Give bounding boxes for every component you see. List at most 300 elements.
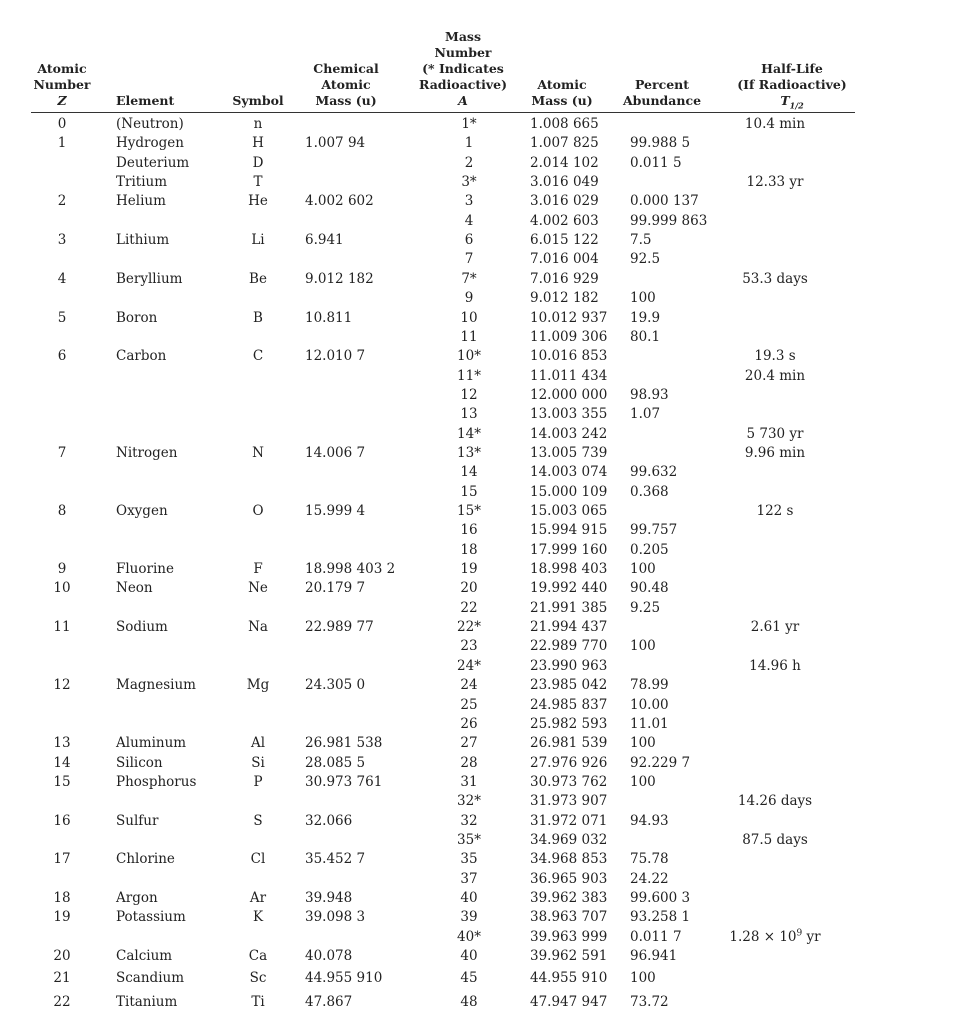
atomic-mass-cell: 38.963 707 bbox=[530, 909, 608, 926]
atomic-mass-cell: 21.994 437 bbox=[530, 619, 608, 636]
table-row bbox=[0, 734, 977, 753]
mass-number-cell: 45 bbox=[460, 970, 478, 987]
symbol-cell: Na bbox=[248, 619, 268, 636]
atomic-mass-cell: 23.990 963 bbox=[530, 657, 608, 674]
mass-number-cell: 24 bbox=[460, 677, 478, 694]
atomic-mass-cell: 9.012 182 bbox=[530, 290, 599, 307]
atomic-number-cell: 7 bbox=[57, 444, 67, 461]
atomic-number-cell: 9 bbox=[57, 561, 67, 578]
half-life-cell: 20.4 min bbox=[744, 367, 806, 384]
atomic-number-cell: 12 bbox=[53, 677, 71, 694]
element-cell: Magnesium bbox=[116, 677, 196, 694]
abundance-cell: 11.01 bbox=[630, 715, 669, 732]
abundance-cell: 100 bbox=[630, 290, 656, 307]
half-life-symbol-sub: 1/2 bbox=[789, 100, 804, 111]
atomic-number-cell: 21 bbox=[53, 970, 71, 987]
chemical-mass-cell: 26.981 538 bbox=[305, 735, 383, 752]
chemical-mass-cell: 35.452 7 bbox=[305, 851, 366, 868]
abundance-cell: 100 bbox=[630, 970, 656, 987]
atomic-mass-cell: 4.002 603 bbox=[530, 212, 599, 229]
abundance-cell: 10.00 bbox=[630, 696, 669, 713]
atomic-number-cell: 1 bbox=[57, 135, 67, 152]
chemical-mass-cell: 30.973 761 bbox=[305, 773, 383, 790]
mass-number-cell: 9 bbox=[464, 290, 474, 307]
mass-number-cell: 6 bbox=[464, 232, 474, 249]
half-life-cell: 9.96 min bbox=[744, 444, 806, 461]
header-half-life-line1: Half-Life bbox=[761, 61, 823, 76]
abundance-cell: 24.22 bbox=[630, 870, 669, 887]
mass-number-cell: 3* bbox=[461, 174, 477, 191]
abundance-cell: 73.72 bbox=[630, 993, 669, 1010]
mass-number-cell: 20 bbox=[460, 580, 478, 597]
atomic-mass-cell: 18.998 403 bbox=[530, 561, 608, 578]
header-rule bbox=[31, 112, 855, 113]
atomic-mass-cell: 27.976 926 bbox=[530, 754, 608, 771]
table-row bbox=[0, 134, 977, 153]
chemical-mass-cell: 39.098 3 bbox=[305, 909, 366, 926]
chemical-mass-cell: 1.007 94 bbox=[305, 135, 366, 152]
atomic-mass-cell: 47.947 947 bbox=[530, 993, 608, 1010]
mass-number-cell: 11* bbox=[457, 367, 481, 384]
chemical-mass-cell: 44.955 910 bbox=[305, 970, 383, 987]
table-row bbox=[0, 715, 977, 734]
mass-number-cell: 14* bbox=[457, 425, 481, 442]
element-cell: Hydrogen bbox=[116, 135, 184, 152]
element-cell: Tritium bbox=[116, 174, 168, 191]
mass-number-cell: 7* bbox=[461, 270, 477, 287]
atomic-mass-cell: 36.965 903 bbox=[530, 870, 608, 887]
chemical-mass-cell: 24.305 0 bbox=[305, 677, 366, 694]
atomic-number-cell: 2 bbox=[57, 193, 67, 210]
symbol-cell: Cl bbox=[250, 851, 266, 868]
abundance-cell: 75.78 bbox=[630, 851, 669, 868]
abundance-cell: 100 bbox=[630, 773, 656, 790]
element-cell: Boron bbox=[116, 309, 158, 326]
table-row bbox=[0, 405, 977, 424]
header-chem-line1: Chemical bbox=[313, 61, 379, 76]
mass-number-cell: 16 bbox=[460, 522, 478, 539]
header-element-label: Element bbox=[116, 93, 175, 108]
element-cell: (Neutron) bbox=[116, 116, 184, 132]
mass-number-cell: 32* bbox=[457, 793, 481, 810]
table-row bbox=[0, 192, 977, 211]
abundance-cell: 1.07 bbox=[630, 406, 661, 423]
mass-number-cell: 32 bbox=[460, 812, 478, 829]
symbol-cell: K bbox=[252, 909, 264, 926]
table-row bbox=[0, 231, 977, 250]
element-cell: Potassium bbox=[116, 909, 186, 926]
table-row bbox=[0, 889, 977, 908]
table-row bbox=[0, 212, 977, 231]
symbol-cell: Ne bbox=[248, 580, 268, 597]
chemical-mass-cell: 20.179 7 bbox=[305, 580, 366, 597]
symbol-cell: D bbox=[252, 154, 264, 171]
element-cell: Scandium bbox=[116, 970, 185, 987]
atomic-number-cell: 16 bbox=[53, 812, 71, 829]
mass-number-cell: 31 bbox=[460, 773, 478, 790]
abundance-cell: 78.99 bbox=[630, 677, 669, 694]
atomic-mass-cell: 15.000 109 bbox=[530, 483, 608, 500]
atomic-mass-cell: 21.991 385 bbox=[530, 599, 608, 616]
mass-number-cell: 22 bbox=[460, 599, 478, 616]
abundance-cell: 0.368 bbox=[630, 483, 669, 500]
table-row bbox=[0, 792, 977, 811]
header-mass-line1: Mass bbox=[444, 29, 481, 44]
abundance-cell: 100 bbox=[630, 735, 656, 752]
mass-number-cell: 15 bbox=[460, 483, 478, 500]
abundance-cell: 90.48 bbox=[630, 580, 669, 597]
header-atomic-number-symbol: Z bbox=[57, 93, 67, 108]
element-cell: Silicon bbox=[116, 754, 163, 771]
mass-number-cell: 39 bbox=[460, 909, 478, 926]
atomic-mass-cell: 1.008 665 bbox=[530, 116, 599, 132]
atomic-mass-cell: 13.005 739 bbox=[530, 444, 608, 461]
element-cell: Nitrogen bbox=[116, 444, 178, 461]
element-cell: Aluminum bbox=[116, 735, 187, 752]
table-row bbox=[0, 541, 977, 560]
atomic-mass-cell: 7.016 929 bbox=[530, 270, 599, 287]
header-element bbox=[116, 93, 174, 109]
symbol-cell: T bbox=[253, 174, 263, 191]
mass-number-cell: 22* bbox=[457, 619, 481, 636]
element-cell: Oxygen bbox=[116, 503, 168, 519]
mass-number-cell: 1* bbox=[461, 116, 477, 132]
table-row bbox=[0, 657, 977, 676]
table-row bbox=[0, 969, 977, 988]
chemical-mass-cell: 18.998 403 2 bbox=[305, 561, 396, 578]
mass-number-cell: 26 bbox=[460, 715, 478, 732]
symbol-cell: He bbox=[248, 193, 268, 210]
table-row bbox=[0, 115, 977, 134]
atomic-mass-cell: 31.973 907 bbox=[530, 793, 608, 810]
atomic-mass-cell: 3.016 049 bbox=[530, 174, 599, 191]
table-row bbox=[0, 444, 977, 463]
symbol-cell: Sc bbox=[249, 970, 267, 987]
mass-number-cell: 27 bbox=[460, 735, 478, 752]
mass-number-cell: 15* bbox=[457, 503, 481, 519]
header-percent-abundance bbox=[615, 77, 709, 109]
atomic-number-cell: 17 bbox=[53, 851, 71, 868]
table-row bbox=[0, 483, 977, 502]
header-mass-line3: (* Indicates bbox=[422, 61, 504, 76]
symbol-cell: Al bbox=[250, 735, 266, 752]
atomic-number-cell: 19 bbox=[53, 909, 71, 926]
chemical-mass-cell: 14.006 7 bbox=[305, 444, 366, 461]
table-row bbox=[0, 831, 977, 850]
abundance-cell: 99.757 bbox=[630, 522, 678, 539]
atomic-number-cell: 10 bbox=[53, 580, 71, 597]
abundance-cell: 0.205 bbox=[630, 541, 669, 558]
table-row bbox=[0, 870, 977, 889]
symbol-cell: Mg bbox=[246, 677, 270, 694]
atomic-mass-cell: 24.985 837 bbox=[530, 696, 608, 713]
abundance-cell: 19.9 bbox=[630, 309, 661, 326]
table-row bbox=[0, 386, 977, 405]
symbol-cell: Ca bbox=[248, 948, 268, 965]
chemical-mass-cell: 28.085 5 bbox=[305, 754, 366, 771]
table-row bbox=[0, 328, 977, 347]
mass-number-cell: 40 bbox=[460, 948, 478, 965]
atomic-mass-cell: 39.963 999 bbox=[530, 928, 608, 945]
symbol-cell: Si bbox=[251, 754, 265, 771]
symbol-cell: O bbox=[252, 503, 264, 519]
abundance-cell: 93.258 1 bbox=[630, 909, 691, 926]
element-cell: Sulfur bbox=[116, 812, 159, 829]
abundance-cell: 0.011 5 bbox=[630, 154, 682, 171]
chemical-mass-cell: 15.999 4 bbox=[305, 503, 366, 519]
atomic-mass-cell: 31.972 071 bbox=[530, 812, 608, 829]
atomic-mass-cell: 23.985 042 bbox=[530, 677, 608, 694]
symbol-cell: N bbox=[252, 444, 264, 461]
atomic-number-cell: 13 bbox=[53, 735, 71, 752]
header-chem-line2: Atomic bbox=[321, 77, 371, 92]
atomic-mass-cell: 39.962 383 bbox=[530, 890, 608, 906]
abundance-cell: 0.011 7 bbox=[630, 928, 682, 945]
header-atomic-mass-line2: Mass (u) bbox=[531, 93, 593, 108]
table-row bbox=[0, 347, 977, 366]
table-row bbox=[0, 579, 977, 598]
abundance-cell: 100 bbox=[630, 561, 656, 578]
table-row bbox=[0, 250, 977, 269]
mass-number-cell: 28 bbox=[460, 754, 478, 771]
atomic-mass-cell: 44.955 910 bbox=[530, 970, 608, 987]
half-life-cell: $1.28 \times 10^9$ yr bbox=[729, 928, 821, 945]
atomic-number-cell: 4 bbox=[57, 270, 67, 287]
symbol-cell: S bbox=[253, 812, 263, 829]
abundance-cell: 80.1 bbox=[630, 328, 661, 345]
header-chem-line3: Mass (u) bbox=[315, 93, 377, 108]
mass-number-cell: 14 bbox=[460, 464, 478, 481]
atomic-number-cell: 15 bbox=[53, 773, 71, 790]
header-atomic-number-line1: Atomic bbox=[37, 61, 87, 76]
element-cell: Argon bbox=[116, 890, 158, 906]
symbol-cell: H bbox=[252, 135, 264, 152]
mass-number-cell: 11 bbox=[460, 328, 478, 345]
symbol-cell: C bbox=[252, 348, 264, 365]
mass-number-cell: 12 bbox=[460, 386, 478, 403]
half-life-cell: 5 730 yr bbox=[746, 425, 804, 442]
header-half-life bbox=[730, 61, 854, 114]
atomic-number-cell: 5 bbox=[57, 309, 67, 326]
header-percent-line2: Abundance bbox=[622, 93, 702, 108]
atomic-mass-cell: 14.003 242 bbox=[530, 425, 608, 442]
atomic-mass-cell: 11.009 306 bbox=[530, 328, 608, 345]
mass-number-cell: 23 bbox=[460, 638, 478, 655]
header-half-life-line2: (If Radioactive) bbox=[737, 77, 847, 92]
atomic-number-cell: 0 bbox=[57, 116, 67, 132]
table-row bbox=[0, 676, 977, 695]
mass-number-cell: 19 bbox=[460, 561, 478, 578]
abundance-cell: 99.988 5 bbox=[630, 135, 691, 152]
header-mass-line2: Number bbox=[434, 45, 492, 60]
atomic-mass-cell: 14.003 074 bbox=[530, 464, 608, 481]
mass-number-cell: 40 bbox=[460, 890, 478, 906]
atomic-mass-cell: 12.000 000 bbox=[530, 386, 608, 403]
abundance-cell: 92.5 bbox=[630, 251, 661, 268]
atomic-number-cell: 18 bbox=[53, 890, 71, 906]
chemical-mass-cell: 40.078 bbox=[305, 948, 353, 965]
element-cell: Lithium bbox=[116, 232, 170, 249]
atomic-mass-cell: 19.992 440 bbox=[530, 580, 608, 597]
atomic-mass-cell: 30.973 762 bbox=[530, 773, 608, 790]
chemical-mass-cell: 32.066 bbox=[305, 812, 353, 829]
mass-number-cell: 18 bbox=[460, 541, 478, 558]
chemical-mass-cell: 6.941 bbox=[305, 232, 344, 249]
header-symbol bbox=[226, 93, 290, 109]
atomic-mass-cell: 7.016 004 bbox=[530, 251, 599, 268]
chemical-mass-cell: 12.010 7 bbox=[305, 348, 366, 365]
element-cell: Sodium bbox=[116, 619, 168, 636]
header-atomic-mass-line1: Atomic bbox=[537, 77, 587, 92]
half-life-cell: 122 s bbox=[756, 503, 794, 519]
header-symbol-label: Symbol bbox=[232, 93, 284, 108]
chemical-mass-cell: 4.002 602 bbox=[305, 193, 374, 210]
atomic-mass-cell: 25.982 593 bbox=[530, 715, 608, 732]
symbol-cell: Ar bbox=[249, 890, 267, 906]
abundance-cell: 99.600 3 bbox=[630, 890, 691, 906]
table-row bbox=[0, 908, 977, 927]
table-row bbox=[0, 309, 977, 328]
mass-number-cell: 2 bbox=[464, 154, 474, 171]
mass-number-cell: 40* bbox=[457, 928, 481, 945]
atomic-mass-cell: 34.968 853 bbox=[530, 851, 608, 868]
abundance-cell: 9.25 bbox=[630, 599, 661, 616]
table-row bbox=[0, 289, 977, 308]
atomic-number-cell: 14 bbox=[53, 754, 71, 771]
abundance-cell: 98.93 bbox=[630, 386, 669, 403]
half-life-cell: 14.96 h bbox=[749, 657, 801, 674]
mass-number-cell: 24* bbox=[457, 657, 481, 674]
atomic-mass-cell: 2.014 102 bbox=[530, 154, 599, 171]
chemical-mass-cell: 47.867 bbox=[305, 993, 353, 1010]
atomic-mass-cell: 3.016 029 bbox=[530, 193, 599, 210]
table-row bbox=[0, 560, 977, 579]
table-row bbox=[0, 463, 977, 482]
mass-number-cell: 35 bbox=[460, 851, 478, 868]
abundance-cell: 99.632 bbox=[630, 464, 678, 481]
abundance-cell: 100 bbox=[630, 638, 656, 655]
symbol-cell: P bbox=[253, 773, 263, 790]
atomic-mass-cell: 15.003 065 bbox=[530, 503, 608, 519]
chemical-mass-cell: 22.989 77 bbox=[305, 619, 374, 636]
element-cell: Beryllium bbox=[116, 270, 183, 287]
table-row bbox=[0, 154, 977, 173]
atomic-mass-cell: 17.999 160 bbox=[530, 541, 608, 558]
table-row bbox=[0, 850, 977, 869]
header-half-life-symbol bbox=[730, 93, 854, 114]
atomic-number-cell: 20 bbox=[53, 948, 71, 965]
table-row bbox=[0, 599, 977, 618]
atomic-mass-cell: 1.007 825 bbox=[530, 135, 599, 152]
header-mass-symbol: A bbox=[458, 93, 468, 108]
mass-number-cell: 10* bbox=[457, 348, 481, 365]
atomic-number-cell: 8 bbox=[57, 503, 67, 519]
mass-number-cell: 37 bbox=[460, 870, 478, 887]
table-row bbox=[0, 773, 977, 792]
table-row bbox=[0, 812, 977, 831]
element-cell: Carbon bbox=[116, 348, 167, 365]
table-row bbox=[0, 173, 977, 192]
header-chemical-atomic-mass bbox=[300, 61, 392, 109]
atomic-mass-cell: 15.994 915 bbox=[530, 522, 608, 539]
symbol-cell: Ti bbox=[251, 993, 265, 1010]
atomic-mass-cell: 11.011 434 bbox=[530, 367, 608, 384]
mass-number-cell: 48 bbox=[460, 993, 478, 1010]
table-row bbox=[0, 521, 977, 540]
table-row bbox=[0, 270, 977, 289]
atomic-mass-cell: 10.012 937 bbox=[530, 309, 608, 326]
chemical-mass-cell: 10.811 bbox=[305, 309, 353, 326]
table-row bbox=[0, 696, 977, 715]
element-cell: Chlorine bbox=[116, 851, 175, 868]
table-row bbox=[0, 618, 977, 637]
mass-number-cell: 4 bbox=[464, 212, 474, 229]
abundance-cell: 94.93 bbox=[630, 812, 669, 829]
element-cell: Neon bbox=[116, 580, 153, 597]
element-cell: Phosphorus bbox=[116, 773, 197, 790]
atomic-mass-cell: 13.003 355 bbox=[530, 406, 608, 423]
atomic-mass-cell: 26.981 539 bbox=[530, 735, 608, 752]
table-row bbox=[0, 637, 977, 656]
symbol-cell: Be bbox=[249, 270, 267, 287]
half-life-cell: 87.5 days bbox=[742, 831, 808, 848]
mass-number-cell: 7 bbox=[464, 251, 474, 268]
abundance-cell: 96.941 bbox=[630, 948, 678, 965]
mass-number-cell: 35* bbox=[457, 831, 481, 848]
header-atomic-mass bbox=[522, 77, 602, 109]
mass-number-cell: 13* bbox=[457, 444, 481, 461]
half-life-cell: 53.3 days bbox=[742, 270, 808, 287]
atomic-number-cell: 6 bbox=[57, 348, 67, 365]
header-atomic-number bbox=[22, 61, 102, 109]
atomic-mass-cell: 39.962 591 bbox=[530, 948, 608, 965]
abundance-cell: 92.229 7 bbox=[630, 754, 691, 771]
element-cell: Titanium bbox=[116, 993, 178, 1010]
symbol-cell: n bbox=[253, 116, 263, 132]
atomic-mass-cell: 6.015 122 bbox=[530, 232, 599, 249]
half-life-cell: 2.61 yr bbox=[750, 619, 800, 636]
element-cell: Calcium bbox=[116, 948, 173, 965]
symbol-cell: B bbox=[253, 309, 263, 326]
mass-number-cell: 13 bbox=[460, 406, 478, 423]
half-life-cell: 14.26 days bbox=[737, 793, 813, 810]
element-cell: Deuterium bbox=[116, 154, 190, 171]
atomic-mass-cell: 22.989 770 bbox=[530, 638, 608, 655]
abundance-cell: 0.000 137 bbox=[630, 193, 699, 210]
chemical-mass-cell: 39.948 bbox=[305, 890, 353, 906]
chemical-mass-cell: 9.012 182 bbox=[305, 270, 374, 287]
table-row bbox=[0, 425, 977, 444]
table-row bbox=[0, 928, 977, 947]
atomic-mass-cell: 34.969 032 bbox=[530, 831, 608, 848]
atomic-number-cell: 22 bbox=[53, 993, 71, 1010]
header-percent-line1: Percent bbox=[634, 77, 690, 92]
header-mass-line4: Radioactive) bbox=[419, 77, 507, 92]
half-life-cell: 12.33 yr bbox=[746, 174, 804, 191]
table-row bbox=[0, 754, 977, 773]
table-row bbox=[0, 502, 977, 521]
half-life-cell: 10.4 min bbox=[744, 116, 806, 132]
atomic-number-cell: 11 bbox=[53, 619, 71, 636]
element-cell: Helium bbox=[116, 193, 166, 210]
header-atomic-number-line2: Number bbox=[33, 77, 91, 92]
abundance-cell: 99.999 863 bbox=[630, 212, 708, 229]
table-row bbox=[0, 367, 977, 386]
header-mass-number bbox=[408, 29, 518, 109]
symbol-cell: Li bbox=[251, 232, 265, 249]
element-cell: Fluorine bbox=[116, 561, 174, 578]
table-row bbox=[0, 993, 977, 1012]
